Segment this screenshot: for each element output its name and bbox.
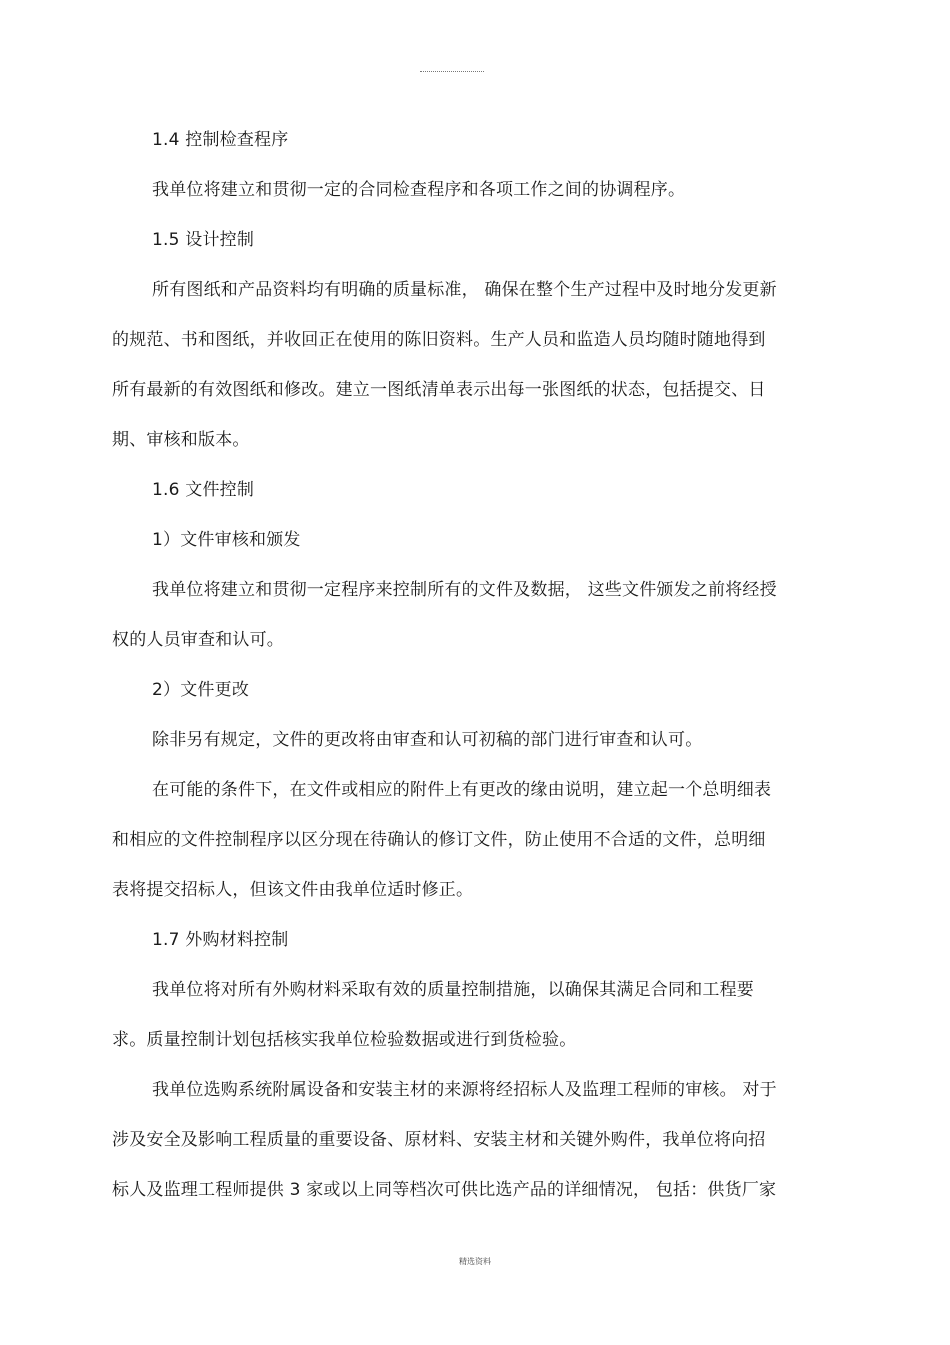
heading-1-4: 1.4 控制检查程序 xyxy=(152,130,289,150)
paragraph-line: 我单位将建立和贯彻一定的合同检查程序和各项工作之间的协调程序。 xyxy=(152,180,686,200)
paragraph-line: 权的人员审查和认可。 xyxy=(112,630,284,650)
paragraph-line: 和相应的文件控制程序以区分现在待确认的修订文件，防止使用不合适的文件，总明细 xyxy=(112,830,766,850)
paragraph-line: 求。质量控制计划包括核实我单位检验数据或进行到货检验。 xyxy=(112,1030,577,1050)
paragraph-line: 表将提交招标人，但该文件由我单位适时修正。 xyxy=(112,880,474,900)
paragraph-line: 除非另有规定，文件的更改将由审查和认可初稿的部门进行审查和认可。 xyxy=(152,730,703,750)
paragraph-line: 所有最新的有效图纸和修改。建立一图纸清单表示出每一张图纸的状态，包括提交、日 xyxy=(112,380,766,400)
paragraph-line: 我单位将对所有外购材料采取有效的质量控制措施，以确保其满足合同和工程要 xyxy=(152,980,754,1000)
subheading-1: 1）文件审核和颁发 xyxy=(152,530,301,550)
paragraph-line: 我单位选购系统附属设备和安装主材的来源将经招标人及监理工程师的审核。 对于 xyxy=(152,1080,777,1100)
paragraph-line: 的规范、书和图纸，并收回正在使用的陈旧资料。生产人员和监造人员均随时随地得到 xyxy=(112,330,766,350)
subheading-2: 2）文件更改 xyxy=(152,680,250,700)
heading-1-6: 1.6 文件控制 xyxy=(152,480,255,500)
header-rule xyxy=(420,71,484,72)
paragraph-line: 涉及安全及影响工程质量的重要设备、原材料、安装主材和关键外购件，我单位将向招 xyxy=(112,1130,766,1150)
paragraph-line: 我单位将建立和贯彻一定程序来控制所有的文件及数据， 这些文件颁发之前将经授 xyxy=(152,580,777,600)
page-footer: 精选资料 xyxy=(459,1257,491,1266)
paragraph-line: 在可能的条件下，在文件或相应的附件上有更改的缘由说明，建立起一个总明细表 xyxy=(152,780,772,800)
heading-1-5: 1.5 设计控制 xyxy=(152,230,255,250)
heading-1-7: 1.7 外购材料控制 xyxy=(152,930,289,950)
paragraph-line: 标人及监理工程师提供 3 家或以上同等档次可供比选产品的详细情况， 包括：供货厂家 xyxy=(112,1180,777,1200)
paragraph-line: 期、审核和版本。 xyxy=(112,430,250,450)
paragraph-line: 所有图纸和产品资料均有明确的质量标准， 确保在整个生产过程中及时地分发更新 xyxy=(152,280,777,300)
